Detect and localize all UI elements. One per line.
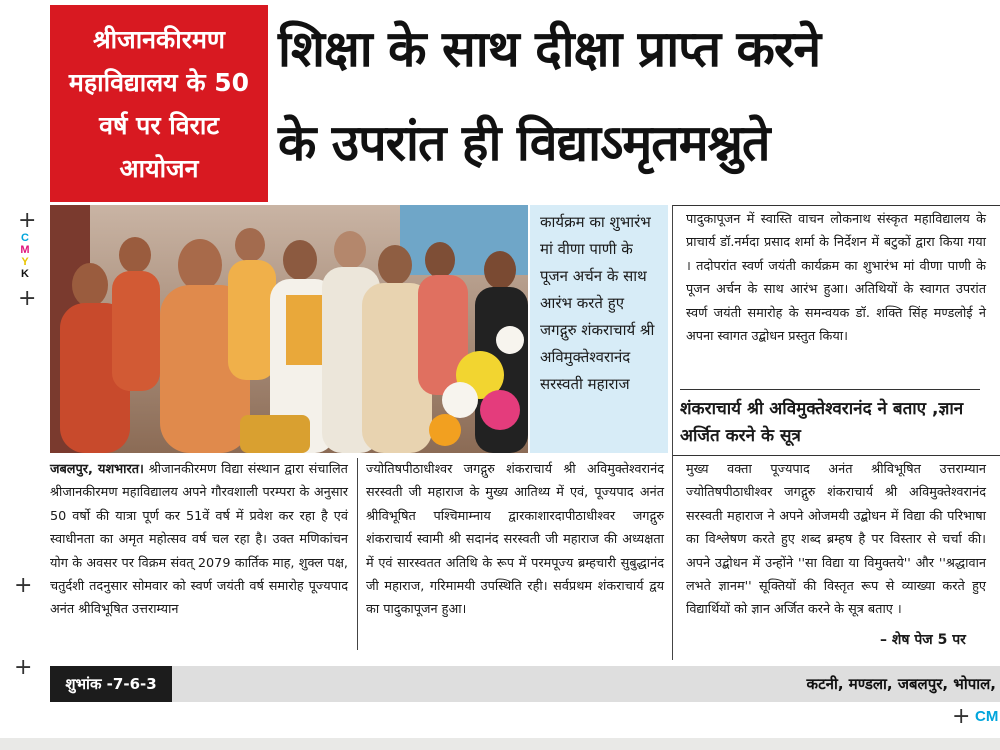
article-col-2 (366, 458, 664, 622)
col3-top-text: पादुकापूजन में स्वास्ति वाचन लोकनाथ संस्कृत महाविद्यालय के प्राचार्य डॉ.नर्मदा प्रसाद शर्मा के निर्देशन में बटुकों द्वारा किया गया । तदोपरांत स्वर्ण जयंती कार्यक्रम का शुभारंभ मां वीणा पाणी के पूजन अर्चन के साथ आरंभ हुआ। अतिथियों के स्वागत उपरांत स्वर्ण जयंती समारोह के समन्वयक डॉ. शक्ति सिंह मण्डलोई ने अपना स्वागत उद्बोधन प्रस्तुत किया। (686, 212, 986, 345)
cmyk-k: K (21, 268, 29, 280)
cmyk-registration-label (975, 708, 998, 725)
ceremony-photo (50, 205, 528, 453)
headline (278, 2, 998, 190)
cmyk-cm: CM (975, 708, 999, 725)
cmyk-y: Y (21, 256, 29, 268)
crop-mark-icon: + (14, 655, 33, 680)
banner-text: श्रीजानकीरमण महाविद्यालय के 50 वर्ष पर विराट आयोजन (68, 24, 250, 183)
subheading: शंकराचार्य श्री अविमुक्तेश्वरानंद ने बताए ,ज्ञान अर्जित करने के सूत्र (680, 399, 964, 446)
bottom-strip (0, 738, 1000, 750)
column-divider (672, 205, 673, 660)
cmyk-m: M (20, 244, 30, 256)
divider (672, 205, 1000, 206)
column-divider (357, 458, 358, 650)
crop-mark-icon: + (952, 704, 971, 729)
photo-illustration (50, 205, 528, 453)
crop-mark-icon: + (18, 286, 37, 311)
col2-text: ज्योतिषपीठाधीश्वर जगद्गुरु शंकराचार्य श्री अविमुक्तेश्वरानंद सरस्वती जी महाराज के मुख्य आतिथ्य में एवं, पूज्यपाद अनंत श्रीविभूषित पश्चिमाम्नाय द्वारकाशारदापीठाधीश्वर जगद्गुरु शंकराचार्य स्वामी श्री सदानंद सरस्वती जी महाराज की अध्यक्षता में एवं सारस्वतत अतिथि के रूप में परमपूज्य ब्रम्हचारी सुबुद्धानंद जी महाराज, गरिमामयी उपस्थिति रही। सर्वप्रथम शंकराचार्य द्वय का पादुकापूजन हुआ। (366, 462, 664, 618)
continued-label: – शेष पेज 5 पर (880, 632, 966, 648)
divider (680, 389, 980, 390)
col3-bottom-text: मुख्य वक्ता पूज्यपाद अनंत श्रीविभूषित उत्तराम्यान ज्योतिषपीठाधीश्वर जगद्गुरु शंकराचार्य श्री अविमुक्तेश्वरानंद सरस्वती महाराज ने अपने ओजमयी उद्बोधन में विद्या की परिभाषा का विश्लेषण करते हुए शब्द ब्रम्हष है पर विस्तार से चर्चा की। अपने उद्बोधन में उन्होंने ''सा विद्या या विमुक्तये'' और ''श्रद्धावान लभते ज्ञानम'' सूक्तियों की विस्तृत रूप से व्याख्या करते हुए विद्यार्थियों को ज्ञान अर्जित करने के सूत्र बताए । (686, 462, 986, 618)
crop-mark-icon: + (18, 208, 37, 233)
dateline: जबलपुर, यशभारत। (50, 462, 144, 477)
article-col-3-bottom (686, 458, 986, 622)
caption-text: कार्यक्रम का शुभारंभ मां वीणा पाणी के पूजन अर्चन के साथ आरंभ करते हुए जगद्गुरु शंकराचार्य श्री अविमुक्तेश्वरानंद सरस्वती महाराज (540, 213, 655, 393)
edition-cities: कटनी, मण्डला, जबलपुर, भोपाल, (806, 675, 996, 693)
crop-mark-icon: + (14, 573, 33, 598)
col1-text: श्रीजानकीरमण विद्या संस्थान द्वारा संचालित श्रीजानकीरमण महाविद्यालय अपने गौरवशाली परम्परा के अनुसार 50 वर्षो की यात्रा पूर्ण कर 51वें वर्ष में प्रवेश कर रहा है एवं स्वाधीनता का अमृत महोत्सव वर्ष चल रहा है। उक्त मणिकांचन योग के अवसर पर विक्रम संवत् 2079 कार्तिक माह, शुक्ल पक्ष, चतुर्दशी तदनुसार सोमवार को स्वर्ण जयंती वर्ष समारोह पूज्यपाद अनंत श्रीविभूषित उत्तराम्यान (50, 462, 348, 618)
divider (672, 455, 1000, 456)
article-col-1 (50, 458, 348, 622)
headline-line-1: शिक्षा के साथ दीक्षा प्राप्त करने (278, 20, 821, 78)
section-banner (50, 5, 268, 202)
cmyk-registration-label (18, 232, 32, 280)
page-code: शुभांक -7-6-3 (50, 666, 172, 702)
photo-caption (530, 205, 668, 453)
article-col-3-top (686, 208, 986, 348)
headline-line-2: के उपरांत ही विद्याऽमृतमश्नुते (278, 114, 770, 172)
cmyk-c: C (21, 232, 29, 244)
